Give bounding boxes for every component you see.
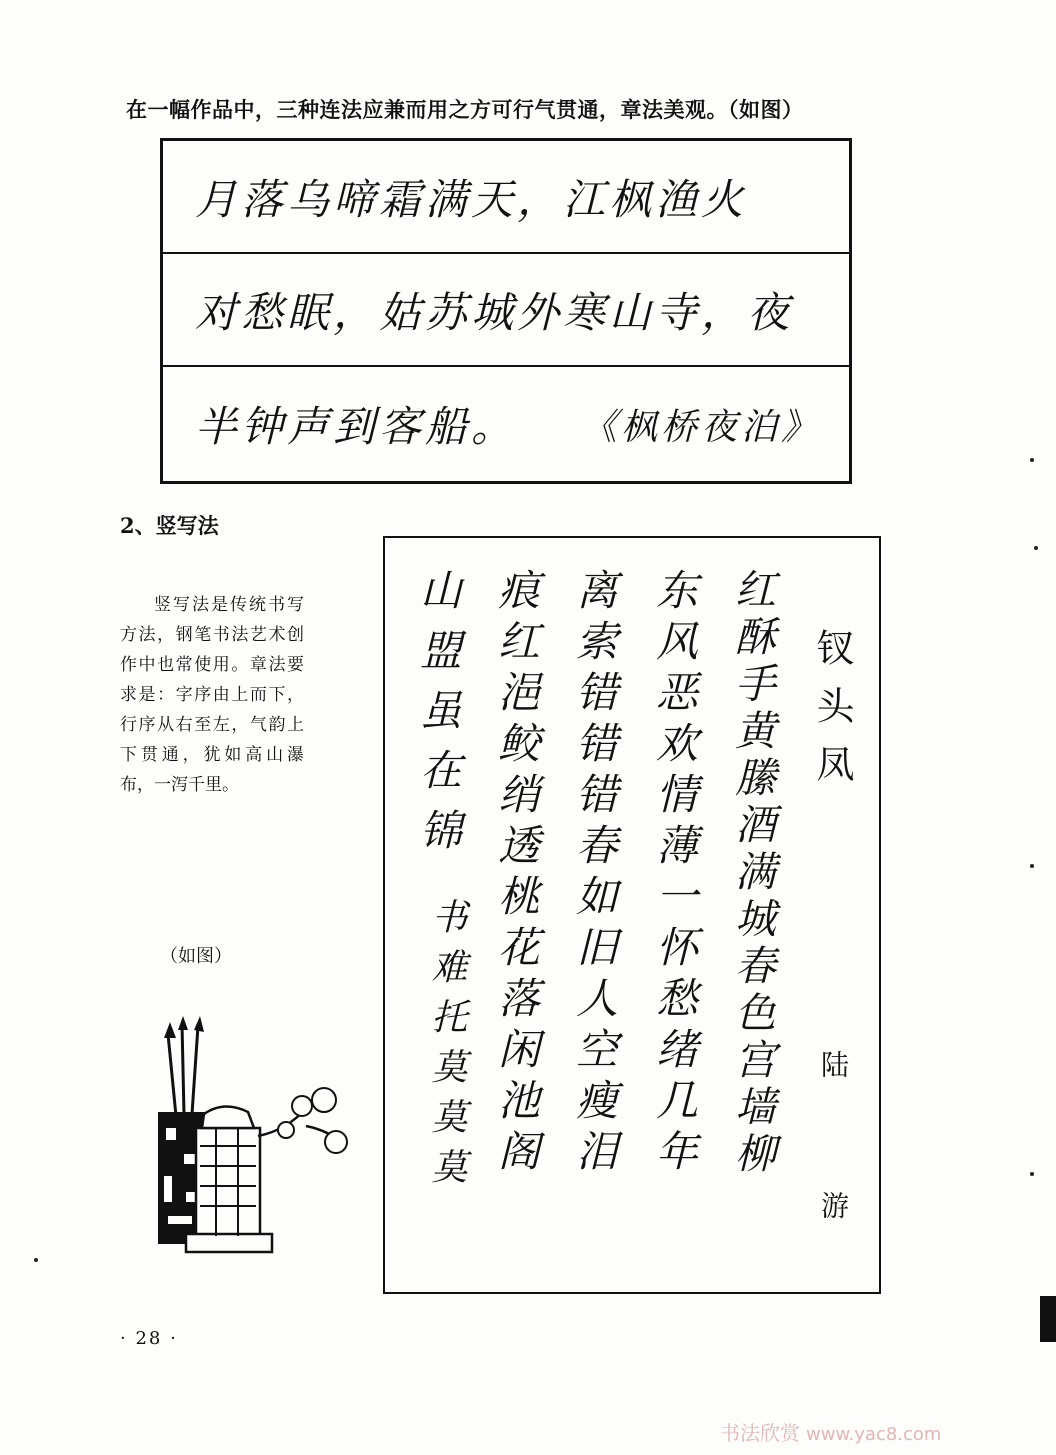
- side-note: （如图）: [160, 946, 232, 967]
- horizontal-writing-sample: [160, 138, 852, 484]
- scan-speck: [1030, 1172, 1034, 1176]
- vertical-signature: 书难托莫莫莫: [426, 898, 467, 1198]
- scan-speck: [34, 1258, 38, 1262]
- vertical-writing-sample: [383, 536, 881, 1294]
- scan-edge-mark: [1040, 1296, 1056, 1342]
- horizontal-line-3-text: 半钟声到客船。: [195, 402, 518, 451]
- vertical-column-2: 东风恶欢情薄一怀愁绪几年: [650, 568, 699, 1180]
- watermark-text: 书法欣赏: [720, 1421, 800, 1445]
- horizontal-line-2: 对愁眠，姑苏城外寒山寺，夜: [163, 254, 849, 367]
- vertical-column-1: 红酥手黄縢酒满城春色宫墙柳: [728, 568, 776, 1179]
- brush-pot-illustration: [146, 1016, 356, 1266]
- side-paragraph: 竖写法是传统书写方法，钢笔书法艺术创作中也常使用。章法要求是：字序由上而下，行序从右至左，气韵上下贯通，犹如高山瀑布，一泻千里。: [120, 595, 304, 795]
- horizontal-line-1: 月落乌啼霜满天，江枫渔火: [163, 141, 849, 254]
- vertical-title: 钗头凤: [810, 628, 854, 802]
- poem-title: 《枫桥夜泊》: [581, 406, 822, 448]
- horizontal-line-3: [163, 367, 849, 481]
- section-heading: 2、竖写法: [120, 513, 219, 538]
- vertical-author: 陆 游: [817, 1050, 850, 1259]
- scan-speck: [1034, 546, 1038, 550]
- page-number: · 28 ·: [120, 1328, 178, 1349]
- watermark-domain: www.yac8.com: [806, 1424, 942, 1445]
- scan-speck: [1030, 458, 1034, 462]
- watermark: [720, 1417, 941, 1446]
- scan-speck: [1030, 864, 1034, 868]
- intro-text: 在一幅作品中，三种连法应兼而用之方可行气贯通，章法美观。（如图）: [126, 97, 804, 122]
- vertical-column-4: 痕红浥鲛绡透桃花落闲池阁: [492, 568, 541, 1180]
- vertical-column-5: 山盟虽在锦: [414, 568, 463, 868]
- vertical-column-3: 离索错错错春如旧人空瘦泪: [570, 568, 619, 1180]
